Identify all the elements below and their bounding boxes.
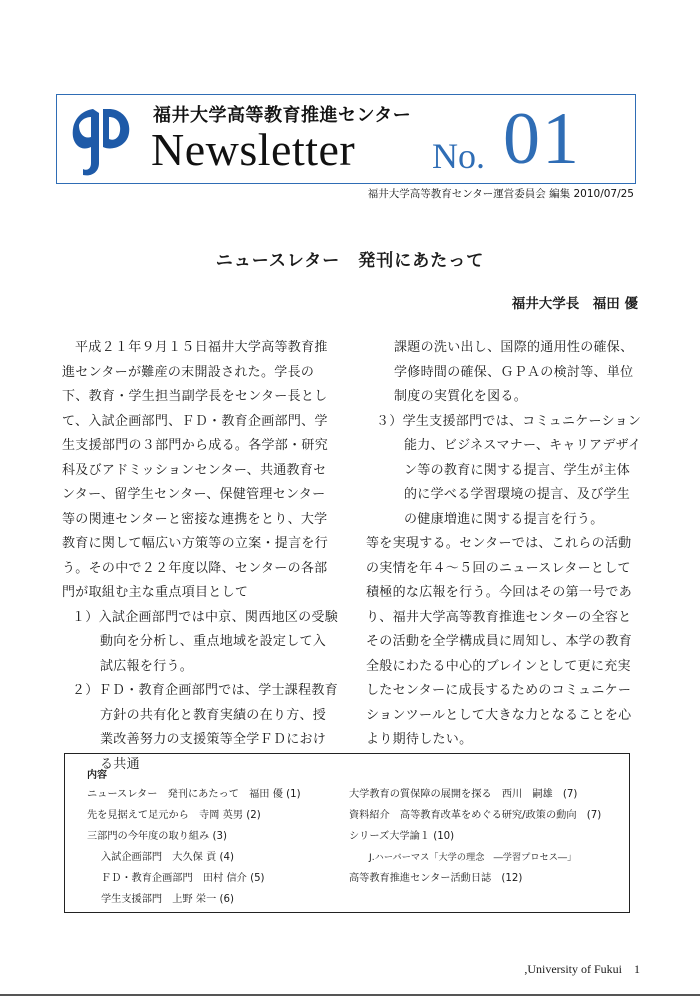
toc-heading: 内容 [87, 770, 107, 781]
newsletter-title: Newsletter [151, 124, 356, 175]
article-author: 福井大学長 福田 優 [511, 296, 638, 312]
closing-paragraph: 等を実現する。センターでは、これらの活動の実情を年４～５回のニュースレターとして積極的な広報を行う。今回はその第一号であり、福井大学高等教育推進センターの全容とその活動を全学構成員に周知し、本学の教育全般にわたる中心的ブレインとして更に充実したセンターに成長するためのコミュニケーションツールとして大きな力となることを心より期待したい。 [366, 536, 633, 747]
toc-item: 入試企画部門 大久保 貢 (4) [101, 852, 234, 863]
toc-item: J.ハーバーマス「大学の理念 ―学習プロセス―」 [369, 852, 577, 863]
issue-prefix: No. [432, 136, 485, 176]
toc-item: 大学教育の質保障の展開を探る 西川 嗣雄 (7) [349, 789, 578, 800]
list-item-fd: ２）ＦＤ・教育企画部門では、学士課程教育方針の共有化と教育実績の在り方、授業改善努力の支援策等全学ＦＤにおける共通 [72, 683, 339, 772]
masthead [56, 94, 636, 184]
toc-item: 資料紹介 高等教育改革をめぐる研究/政策の動向 (7) [349, 810, 602, 821]
intro-paragraph: 平成２１年９月１５日福井大学高等教育推進センターが難産の末開設された。学長の下、教育・学生担当副学長をセンター長として、入試企画部門、ＦＤ・教育企画部門、学生支援部門の３部門から成る。各学部・研究科及びアドミッションセンター、共通教育センター、留学生センター、保健管理センター等の関連センターと密接な連携をとり、大学教育に関して幅広い方策等の立案・提言を行う。その中で２２年度以降、センターの各部門が取組む主な重点項目として [62, 340, 329, 600]
list-item-admissions: １）入試企画部門では中京、関西地区の受験動向を分析し、重点地域を設定して入試広報を行う。 [72, 609, 339, 674]
list-item-fd-continued: 課題の洗い出し、国際的通用性の確保、学修時間の確保、ＧＰＡの検討等、単位制度の実質化を図る。 [394, 340, 634, 404]
toc-item: シリーズ大学論１ (10) [349, 831, 455, 842]
footer-divider [0, 994, 700, 996]
editorial-line: 福井大学高等教育センター運営委員会 編集 2010/07/25 [367, 188, 634, 200]
page-footer: ,University of Fukui 1 [524, 962, 640, 976]
toc-item: 先を見据えて足元から 寺岡 英男 (2) [87, 810, 261, 821]
toc-item: ニュースレター 発刊にあたって 福田 優 (1) [87, 789, 301, 800]
toc-item: 学生支援部門 上野 栄一 (6) [101, 894, 234, 905]
center-name: 福井大学高等教育推進センター [153, 105, 412, 126]
toc-right-list [349, 784, 601, 889]
list-item-student-support: ３）学生支援部門では、コミュニケーション能力、ビジネスマナー、キャリアデザイン等の教育に関する提言、学生が主体的に学べる学習環境の提言、及び学生の健康増進に関する提言を行う。 [376, 413, 642, 527]
article-column-right [366, 336, 642, 753]
toc-item: 三部門の今年度の取り組み (3) [87, 831, 227, 842]
table-of-contents [64, 753, 630, 913]
toc-item: ＦＤ・教育企画部門 田村 信介 (5) [101, 873, 265, 884]
toc-item: 高等教育推進センター活動日誌 (12) [349, 873, 523, 884]
university-logo-icon [65, 103, 135, 177]
article-title: ニュースレター 発刊にあたって [215, 251, 485, 271]
article-column-left [62, 336, 338, 777]
toc-left-list [87, 784, 301, 910]
issue-number: 01 [503, 98, 581, 180]
